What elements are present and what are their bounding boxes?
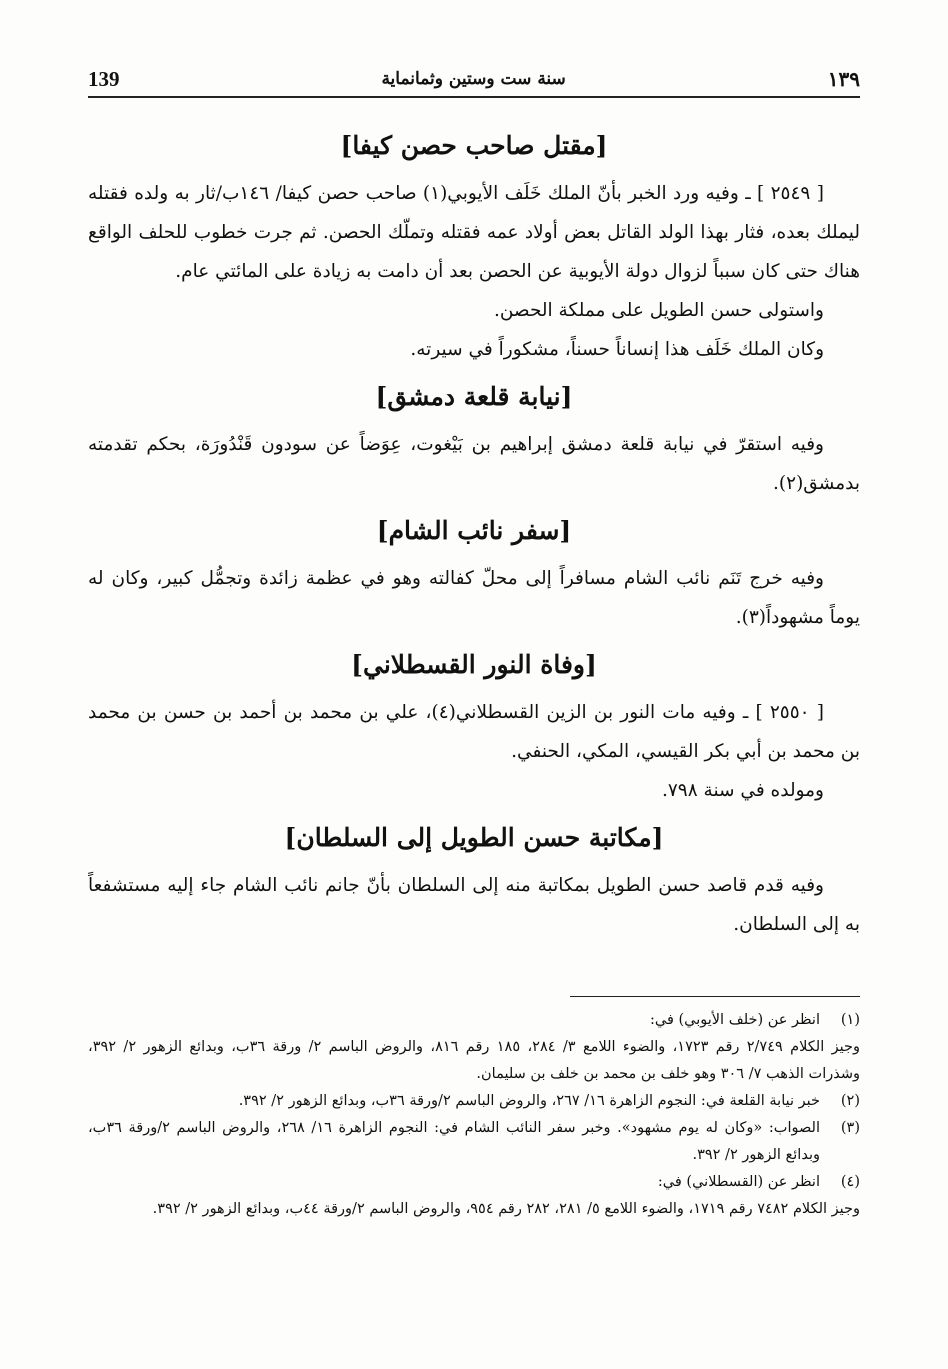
section-heading: [سفر نائب الشام] xyxy=(376,516,572,545)
section-heading: [وفاة النور القسطلاني] xyxy=(351,650,597,679)
footnote-text: انظر عن (القسطلاني) في: xyxy=(657,1174,820,1190)
footnote-text: خبر نيابة القلعة في: النجوم الزاهرة ١٦/ ٢٦٧، والروض الباسم ٢/ورقة ٣٦ب، وبدائع الزهور ٢/ ٣٩٢. xyxy=(238,1093,820,1109)
paragraph: [ ٢٥٤٩ ] ـ وفيه ورد الخبر بأنّ الملك خَلَف الأيوبي(١) صاحب حصن كيفا/ ١٤٦ب/ثار به ولده فقتله ليملك بعده، فثار بهذا الولد القاتل بعض أولاد عمه فقتله وتملّك الحصن. ثم جرت خطوب للحلف الواقع هناك حتى كان سبباً لزوال دولة الأيوبية عن الحصن بعد أن دامت به زيادة على المائتي عام. xyxy=(88,183,860,282)
paragraph: وكان الملك خَلَف هذا إنساناً حسناً، مشكوراً في سيرته. xyxy=(410,339,824,360)
footnote-number: (٤) xyxy=(840,1174,860,1190)
page-header xyxy=(88,62,860,98)
footnote-text: انظر عن (خلف الأيوبي) في: xyxy=(649,1012,820,1028)
footnote-divider xyxy=(570,996,860,997)
footnote-continuation: وجيز الكلام ٢/٧٤٩ رقم ١٧٢٣، والضوء اللامع ٣/ ٢٨٤، ١٨٥ رقم ٨١٦، والروض الباسم ٢/ ورقة ٣٦ب، وبدائع الزهور ٢/ ٣٩٢، وشذرات الذهب ٧/ ٣٠٦ وهو خلف بن محمد بن خلف بن سليمان. xyxy=(88,1039,860,1082)
footnote xyxy=(88,1007,860,1034)
page-number-arabic: ١٣٩ xyxy=(827,67,860,91)
footnote-continuation: وجيز الكلام ٧٤٨٢ رقم ١٧١٩، والضوء اللامع ٥/ ٢٨١، ٢٨٢ رقم ٩٥٤، والروض الباسم ٢/ورقة ٤٤ب، وبدائع الزهور ٢/ ٣٩٢. xyxy=(152,1201,860,1217)
paragraph: وفيه قدم قاصد حسن الطويل بمكاتبة منه إلى السلطان بأنّ جانم نائب الشام جاء إليه مستشفعاً به إلى السلطان. xyxy=(88,875,860,935)
main-text xyxy=(88,118,860,944)
footnote-number: (٣) xyxy=(840,1120,860,1136)
section-heading: [مكاتبة حسن الطويل إلى السلطان] xyxy=(284,823,664,852)
section-heading: [مقتل صاحب حصن كيفا] xyxy=(340,131,608,160)
footnotes xyxy=(88,996,860,1223)
footnote-text: الصواب: «وكان له يوم مشهود». وخبر سفر النائب الشام في: النجوم الزاهرة ١٦/ ٢٦٨، والروض الباسم ٢/ورقة ٣٦ب، وبدائع الزهور ٢/ ٣٩٢. xyxy=(88,1120,820,1163)
running-title: سنة ست وستين وثمانماية xyxy=(381,69,566,89)
page-number-latin: 139 xyxy=(88,66,120,91)
footnote-number: (١) xyxy=(840,1012,860,1028)
footnote xyxy=(88,1115,860,1169)
section-heading: [نيابة قلعة دمشق] xyxy=(375,382,573,411)
paragraph: وفيه استقرّ في نيابة قلعة دمشق إبراهيم بن بَيْغوت، عِوَضاً عن سودون قَنْدُورَة، بحكم تقدمته بدمشق(٢). xyxy=(88,434,860,494)
footnote xyxy=(88,1088,860,1115)
paragraph: وفيه خرج تَنَم نائب الشام مسافراً إلى محلّ كفالته وهو في عظمة زائدة وتجمُّل كبير، وكان له يوماً مشهوداً(٣). xyxy=(88,568,860,628)
paragraph: واستولى حسن الطويل على مملكة الحصن. xyxy=(493,300,824,321)
footnote-number: (٢) xyxy=(840,1093,860,1109)
footnote xyxy=(88,1169,860,1196)
paragraph: ومولده في سنة ٧٩٨. xyxy=(661,780,824,801)
paragraph: [ ٢٥٥٠ ] ـ وفيه مات النور بن الزين القسطلاني(٤)، علي بن محمد بن أحمد بن حسن بن محمد بن محمد بن أبي بكر القيسي، المكي، الحنفي. xyxy=(88,702,860,762)
